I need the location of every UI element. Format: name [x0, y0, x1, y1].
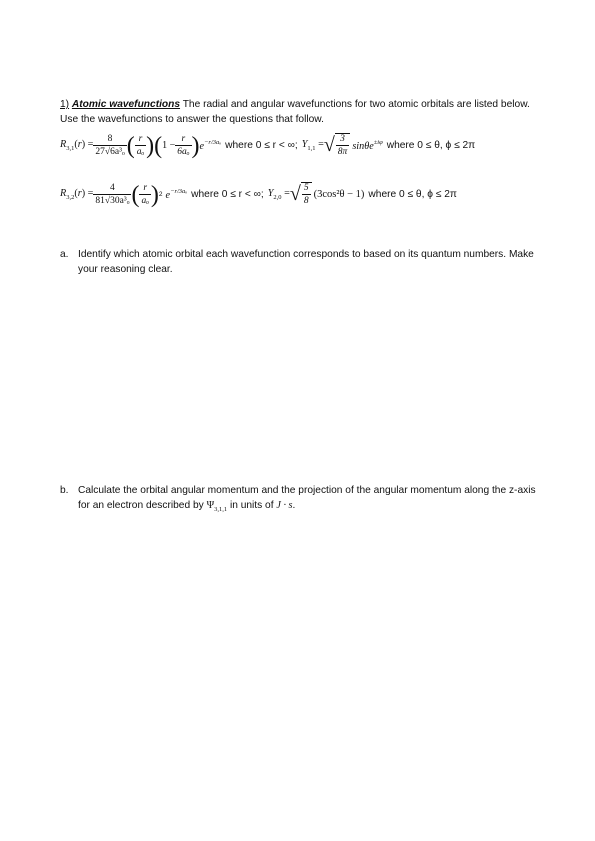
- equation-row-2: $R_{3,2}(r)$ = $\frac{4}{\text{81√30a³ₒ}}$ ( $\frac{r}{\text{aₒ}}$ ) 2 $e^{-r/3a_o}$ where 0 ≤ r < ∞; $Y_{2,0}$ = √ $\frac{5}{8}$ (3cos²θ − 1) where 0 ≤ θ, ϕ ≤ 2π: [60, 181, 457, 208]
- part-a-text: Identify which atomic orbital each wavefunction corresponds to based on its quantum numbers. Make your reasoning clear.: [78, 249, 534, 275]
- exp-base: e: [199, 141, 205, 152]
- ang-denominator: 8π: [337, 147, 348, 157]
- fraction-numerator: r: [139, 183, 150, 195]
- ang-denominator: 8: [303, 196, 309, 206]
- fraction-denominator: aₒ: [136, 146, 145, 157]
- question-title: Atomic wavefunctions: [71, 99, 181, 110]
- angular-subscript: 1,1: [307, 145, 316, 152]
- ang-numerator: 3: [336, 134, 350, 146]
- psi-subscript: 3,1,1: [214, 506, 228, 513]
- power-exponent: 2: [158, 191, 163, 198]
- angular-tail-1: [352, 139, 382, 152]
- angular-function-1: $Y_{1,1}$ =: [301, 139, 324, 152]
- fraction-numerator: r: [135, 134, 146, 146]
- part-a: [60, 247, 545, 277]
- angular-tail: sinθe: [352, 141, 374, 152]
- one-minus-term: 1 −: [162, 140, 176, 151]
- angular-function-2: $Y_{2,0}$ =: [267, 188, 290, 201]
- units: J · s: [276, 500, 293, 511]
- radial-coefficient-2: [93, 183, 131, 207]
- r-over-6a-fraction: [175, 134, 191, 158]
- radial-subscript: 3,1: [66, 145, 75, 152]
- exp-superscript: −r/3aₒ: [170, 188, 188, 195]
- part-b-text-1: Calculate the orbital angular momentum and the projection of the angular momentum along the z-axis for an electron described by: [78, 485, 536, 511]
- part-b-text-3: .: [292, 500, 296, 511]
- radial-symbol: R: [60, 139, 67, 150]
- angular-subscript: 2,0: [273, 194, 282, 201]
- psi-symbol: [207, 500, 228, 511]
- part-a-label: a.: [60, 249, 69, 260]
- exp-base: e: [165, 190, 171, 201]
- angular-coefficient-1: [336, 134, 350, 158]
- radial-symbol: R: [60, 188, 67, 199]
- r-over-a-fraction-2: [139, 183, 150, 207]
- fraction-denominator: aₒ: [141, 195, 149, 206]
- angular-symbol: Y: [267, 188, 274, 199]
- question-intro: [60, 97, 540, 127]
- angular-tail-sup: ±iφ: [373, 139, 383, 146]
- r-over-a-fraction-1: [135, 134, 146, 158]
- equation-row-1: $R_{3,1}(r)$ = $\frac{8}{\text{27√6a³ₒ}}$ ( $\frac{r}{\text{aₒ}}$ )( 1 − $\frac{r}{\text{6aₒ}}$ ) $e^{-r/3a_o}$ where 0 ≤ r < ∞; $Y_{1,1}$ = √ $\frac{3}{8\pi}$ sinθe$^{\pm i\varphi}$ where 0 ≤ θ, ϕ ≤ 2π: [60, 132, 476, 159]
- exponential-term-2: [166, 188, 188, 201]
- radial-coefficient-1: [93, 134, 126, 158]
- part-b: [60, 483, 545, 517]
- angular-domain-1: where 0 ≤ θ, ϕ ≤ 2π: [386, 140, 476, 151]
- fraction-denominator: 6aₒ: [177, 146, 190, 157]
- part-b-text: [78, 483, 545, 517]
- fraction-numerator: r: [175, 134, 191, 146]
- angular-symbol: Y: [301, 139, 308, 150]
- exp-superscript: −r/3aₒ: [204, 139, 222, 146]
- radial-subscript: 3,2: [66, 194, 75, 201]
- radial-function-2: $R_{3,2}(r)$ =: [60, 188, 94, 201]
- angular-tail-2: (3cos²θ − 1): [313, 189, 365, 200]
- coef-denominator: 27√6a³ₒ: [95, 146, 125, 157]
- coef-numerator: 4: [93, 183, 131, 195]
- part-b-text-2: in units of: [229, 500, 274, 511]
- angular-domain-2: where 0 ≤ θ, ϕ ≤ 2π: [368, 189, 457, 200]
- psi-char: Ψ: [206, 500, 215, 511]
- ang-numerator: 5: [303, 183, 309, 193]
- angular-coefficient-2: [302, 183, 311, 207]
- part-b-label: b.: [60, 485, 69, 496]
- radial-function-1: $R_{3,1}(r)$ =: [60, 139, 94, 152]
- coef-numerator: 8: [93, 134, 126, 146]
- exponential-term-1: [200, 139, 222, 152]
- coef-denominator: 81√30a³ₒ: [95, 195, 130, 206]
- question-intro-text: The radial and angular wavefunctions for two atomic orbitals are listed below. Use the wavefunctions to answer the questions that follow.: [60, 99, 530, 125]
- radial-domain-2: where 0 ≤ r < ∞;: [191, 189, 264, 200]
- question-number: 1): [60, 99, 70, 110]
- radial-domain-1: where 0 ≤ r < ∞;: [225, 140, 298, 151]
